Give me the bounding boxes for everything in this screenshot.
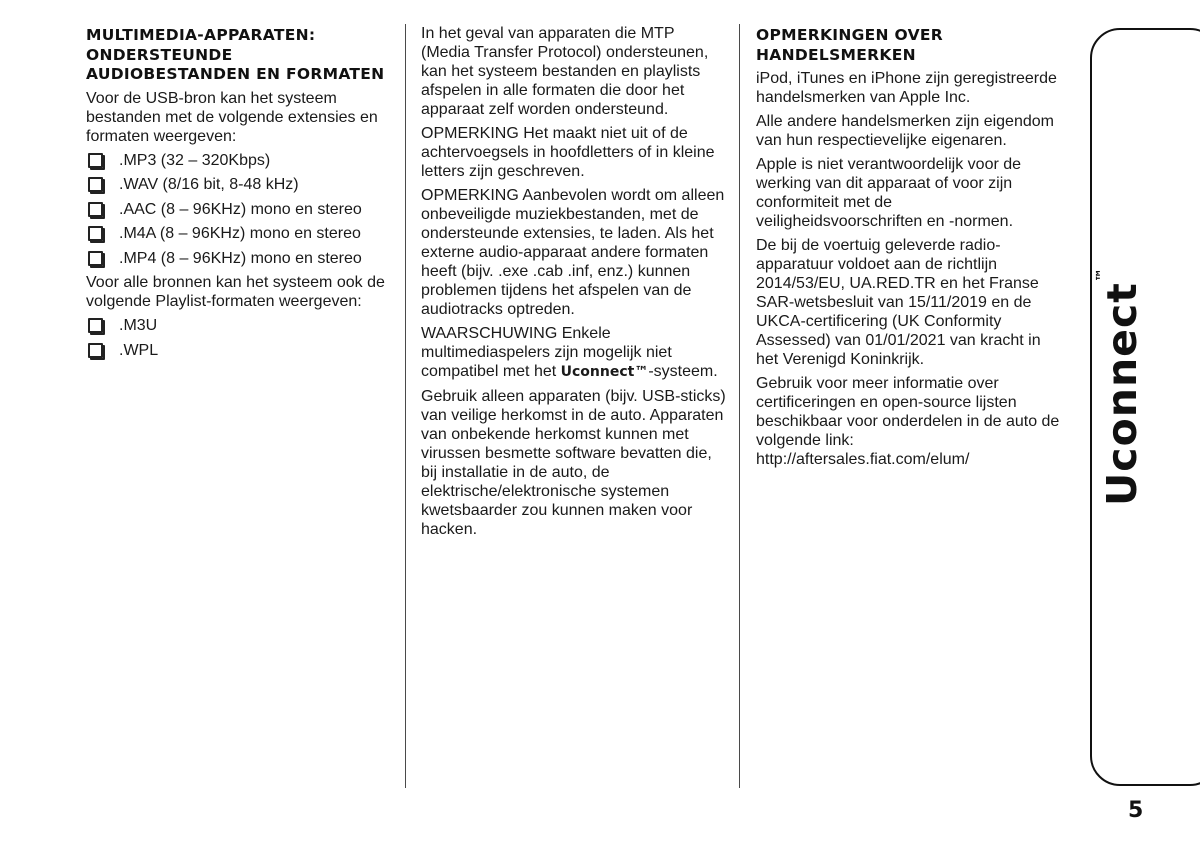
column-divider-right bbox=[739, 24, 740, 788]
page-number: 5 bbox=[1128, 798, 1144, 823]
apple-liability-paragraph: Apple is niet verantwoordelijk voor de werking van dit apparaat of voor zijn conformiteit met de veiligheidsvoorschriften en -normen. bbox=[756, 156, 1022, 230]
section-heading-multimedia: MULTIMEDIA-APPARATEN: ONDERSTEUNDE AUDIOBESTANDEN EN FORMATEN bbox=[86, 26, 385, 83]
certification-link-paragraph: Gebruik voor meer informatie over certificeringen en open-source lijsten beschikbaar voor onderdelen in de auto de volgende link: http://aftersales.fiat.com/elum/ bbox=[756, 375, 1060, 468]
checkbox-bullet-icon bbox=[88, 318, 103, 333]
playlist-intro-text: Voor alle bronnen kan het systeem ook de volgende Playlist-formaten weergeven: bbox=[86, 274, 385, 310]
list-item: .WPL bbox=[86, 341, 392, 360]
checkbox-bullet-icon bbox=[88, 343, 103, 358]
list-item: .AAC (8 – 96KHz) mono en stereo bbox=[86, 200, 392, 219]
audio-format-list bbox=[86, 151, 392, 268]
checkbox-bullet-icon bbox=[88, 251, 103, 266]
column-left bbox=[86, 24, 392, 365]
column-middle bbox=[421, 24, 727, 544]
trademark-symbol: ™ bbox=[1094, 267, 1110, 283]
warning-compatibility-paragraph: WAARSCHUWING Enkele multimediaspelers zijn mogelijk niet compatibel met het Uconnect™-systeem. bbox=[421, 325, 718, 380]
other-trademarks-paragraph: Alle andere handelsmerken zijn eigendom van hun respectievelijke eigenaren. bbox=[756, 113, 1054, 149]
checkbox-bullet-icon bbox=[88, 153, 103, 168]
note-unprotected-files-paragraph: OPMERKING Aanbevolen wordt om alleen onbeveiligde muziekbestanden, met de ondersteunde extensies, te laden. Als het externe audio-apparaat andere formaten heeft (bijv. .exe .cab .inf, enz.) kunnen problemen tijdens het afspelen van de audiotracks optreden. bbox=[421, 187, 725, 318]
checkbox-bullet-icon bbox=[88, 202, 103, 217]
list-item: .MP4 (8 – 96KHz) mono en stereo bbox=[86, 249, 392, 268]
apple-trademarks-paragraph: iPod, iTunes en iPhone zijn geregistreerde handelsmerken van Apple Inc. bbox=[756, 70, 1057, 106]
section-heading-trademarks: OPMERKINGEN OVER HANDELSMERKEN bbox=[756, 26, 943, 64]
list-item: .MP3 (32 – 320Kbps) bbox=[86, 151, 392, 170]
radio-compliance-paragraph: De bij de voertuig geleverde radio-apparatuur voldoet aan de richtlijn 2014/53/EU, UA.RED.TR en het Franse SAR-wetsbesluit van 15/11/2019 en de UKCA-certificering (UK Conformity Assessed) van 01/01/2021 van kracht in het Verenigd Koninkrijk. bbox=[756, 237, 1041, 368]
checkbox-bullet-icon bbox=[88, 226, 103, 241]
note-case-paragraph: OPMERKING Het maakt niet uit of de achtervoegsels in hoofdletters of in kleine letters zijn geschreven. bbox=[421, 125, 715, 180]
list-item: .M3U bbox=[86, 316, 392, 335]
usb-intro-text: Voor de USB-bron kan het systeem bestanden met de volgende extensies en formaten weergeven: bbox=[86, 89, 378, 145]
mtp-paragraph: In het geval van apparaten die MTP (Media Transfer Protocol) ondersteunen, kan het systeem bestanden en playlists afspelen in alle formaten die door het apparaat zelf worden ondersteund. bbox=[421, 25, 709, 118]
chapter-title: Uconnect™ bbox=[1094, 267, 1146, 506]
list-item: .WAV (8/16 bit, 8-48 kHz) bbox=[86, 175, 392, 194]
list-item: .M4A (8 – 96KHz) mono en stereo bbox=[86, 224, 392, 243]
column-right bbox=[756, 24, 1062, 474]
brand-name: Uconnect™ bbox=[560, 364, 649, 380]
playlist-format-list bbox=[86, 316, 392, 360]
checkbox-bullet-icon bbox=[88, 177, 103, 192]
safe-devices-paragraph: Gebruik alleen apparaten (bijv. USB-sticks) van veilige herkomst in de auto. Apparaten van onbekende herkomst kunnen met virussen besmette software bevatten die, bij installatie in de auto, de elektrische/elektronische systemen kwetsbaarder zou kunnen maken voor hacken. bbox=[421, 388, 726, 538]
column-divider-left bbox=[405, 24, 406, 788]
